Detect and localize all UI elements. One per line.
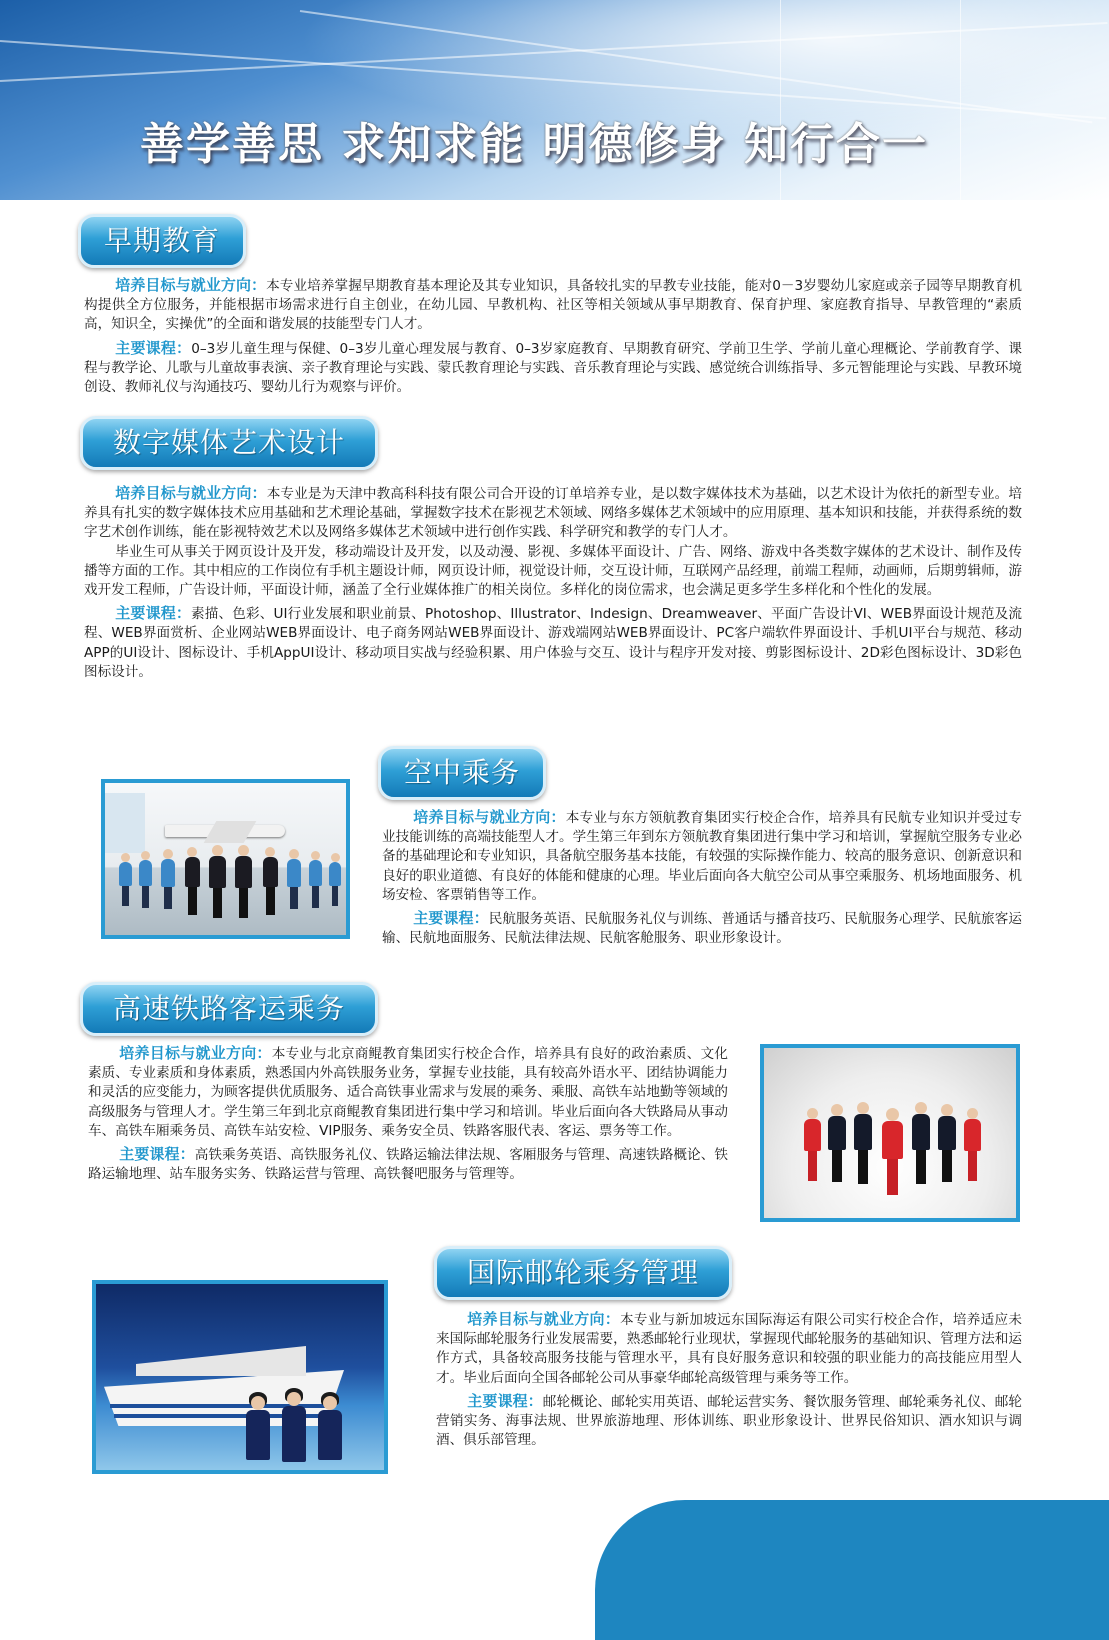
courses-label: 主要课程： [115,604,192,623]
flight-attendant-text [382,808,1022,948]
courses-label: 主要课程： [115,338,192,357]
cruise-photo [92,1280,388,1474]
early-education-text [84,276,1022,397]
rail-courses-text: 高铁乘务英语、高铁服务礼仪、铁路运输法律法规、客厢服务与管理、高速铁路概论、铁路运输地理、站车服务实务、铁路运营与管理、高铁餐吧服务与管理等。 [88,1147,728,1183]
cruise-text [436,1310,1022,1450]
media-career-text: 毕业生可从事关于网页设计及开发，移动端设计及开发，以及动漫、影视、多媒体平面设计、广告、网络、游戏中各类数字媒体的艺术设计、制作及传播等方面的工作。其中相应的工作岗位有手机主题设计师，网页设计师，视觉设计师，交互设计师，互联网产品经理，前端工程师，动画师，后期剪辑师，游戏开发工程师，广告设计师，平面设计师，涵盖了全行业媒体推广的相关岗位。多样化的岗位需求，也会满足更多学生多样化和个性化的发展。 [84,543,1022,599]
high-speed-rail-text [88,1044,728,1184]
courses-label: 主要课程： [119,1145,195,1164]
digital-media-text [84,484,1022,682]
courses-label: 主要课程： [413,909,489,928]
section-title-cruise: 国际邮轮乘务管理 [434,1246,732,1300]
goal-label: 培养目标与就业方向： [467,1310,621,1328]
section-title-flight-attendant: 空中乘务 [378,746,546,800]
decorative-corner-shape [595,1500,1109,1640]
goal-label: 培养目标与就业方向： [119,1044,272,1062]
early-courses-text: 0–3岁儿童生理与保健、0–3岁儿童心理发展与教育、0–3岁家庭教育、早期教育研究、学前卫生学、学前儿童心理概论、学前教育学、课程与教学论、儿歌与儿童故事表演、亲子教育理论与实践、蒙氏教育理论与实践、音乐教育理论与实践、感觉统合训练指导、多元智能理论与实践、早教环境创设、教师礼仪与沟通技巧、婴幼儿行为观察与评价。 [84,340,1022,396]
section-title-early-education: 早期教育 [78,214,246,268]
cruise-goal-text: 本专业与新加坡远东国际海运有限公司实行校企合作，培养适应未来国际邮轮服务行业发展需要，熟悉邮轮行业现状，掌握现代邮轮服务的基础知识、管理方法和运作方式，具备较高服务技能与管理水平，具有良好服务意识和较强的职业能力的高技能应用型人才。毕业后面向全国各邮轮公司从事豪华邮轮高级管理与乘务等工作。 [436,1312,1022,1386]
goal-label: 培养目标与就业方向： [413,808,566,826]
air-goal-text: 本专业与东方领航教育集团实行校企合作，培养具有民航专业知识并受过专业技能训练的高端技能型人才。学生第三年到东方领航教育集团进行集中学习和培训，掌握航空服务专业必备的基础理论和专业知识，具备航空服务基本技能，有较强的实际操作能力、较高的服务意识、创新意识和良好的职业道德、有良好的体能和健康的心理。毕业后面向各大航空公司从事空乘服务、机场地面服务、机场安检、客票销售等工作。 [382,810,1022,903]
cruise-courses-text: 邮轮概论、邮轮实用英语、邮轮运营实务、餐饮服务管理、邮轮乘务礼仪、邮轮营销实务、海事法规、世界旅游地理、形体训练、职业形象设计、世界民俗知识、酒水知识与调酒、俱乐部管理。 [436,1393,1022,1449]
section-title-digital-media: 数字媒体艺术设计 [80,416,378,470]
media-courses-text: 素描、色彩、UI行业发展和职业前景、Photoshop、Illustrator、Indesign、Dreamweaver、平面广告设计VI、WEB界面设计规范及流程、WEB界面赏析、企业网站WEB界面设计、电子商务网站WEB界面设计、游戏端网站WEB界面设计、PC客户端软件界面设计、手机UI平台与规范、移动APP的UI设计、图标设计、手机AppUI设计、移动项目实战与经验积累、用户体验与交互、设计与程序开发对接、剪影图标设计、2D彩色图标设计、3D彩色图标设计。 [84,606,1022,680]
media-goal-text: 本专业是为天津中教高科科技有限公司合开设的订单培养专业，是以数字媒体技术为基础，以艺术设计为依托的新型专业。培养具有扎实的数字媒体技术应用基础和艺术理论基础，掌握数字技术在影视艺术领域、网络多媒体艺术领域中的应用原理、基本知识和技能，并获得系统的数字艺术创作训练，能在影视特效艺术以及网络多媒体艺术领域中进行创作实践、科学研究和教学的专门人才。 [84,486,1022,541]
header-banner [0,0,1109,200]
section-title-high-speed-rail: 高速铁路客运乘务 [80,982,378,1036]
goal-label: 培养目标与就业方向： [115,276,267,294]
goal-label: 培养目标与就业方向： [115,484,267,502]
rail-goal-text: 本专业与北京商鲲教育集团实行校企合作，培养具有良好的政治素质、文化素质、专业素质和身体素质，熟悉国内外高铁服务业务，掌握专业技能，具有较高外语水平、团结协调能力和灵活的应变能力，为顾客提供优质服务、适合高铁事业需求与发展的乘务、乘服、高铁车站地勤等领域的高级服务与管理人才。学生第三年到北京商鲲教育集团进行集中学习和培训。毕业后面向各大铁路局从事动车、高铁车厢乘务员、高铁车站安检、VIP服务、乘务安全员、铁路客服代表、客运、票务等工作。 [88,1046,728,1139]
air-courses-text: 民航服务英语、民航服务礼仪与训练、普通话与播音技巧、民航服务心理学、民航旅客运输、民航地面服务、民航法律法规、民航客舱服务、职业形象设计。 [382,911,1022,947]
high-speed-rail-photo [760,1044,1020,1222]
early-goal-text: 本专业培养掌握早期教育基本理论及其专业知识，具备较扎实的早教专业技能，能对0－3岁婴幼儿家庭或亲子园等早期教育机构提供全方位服务，并能根据市场需求进行自主创业，在幼儿园、早教机构、社区等相关领域从事早期教育、保育护理、家庭教育指导、早教管理的“素质高，知识全，实操优”的全面和谐发展的技能型专门人才。 [84,278,1022,333]
courses-label: 主要课程： [467,1391,543,1410]
motto-heading: 善学善思 求知求能 明德修身 知行合一 [140,119,928,170]
flight-attendant-photo [101,779,350,939]
